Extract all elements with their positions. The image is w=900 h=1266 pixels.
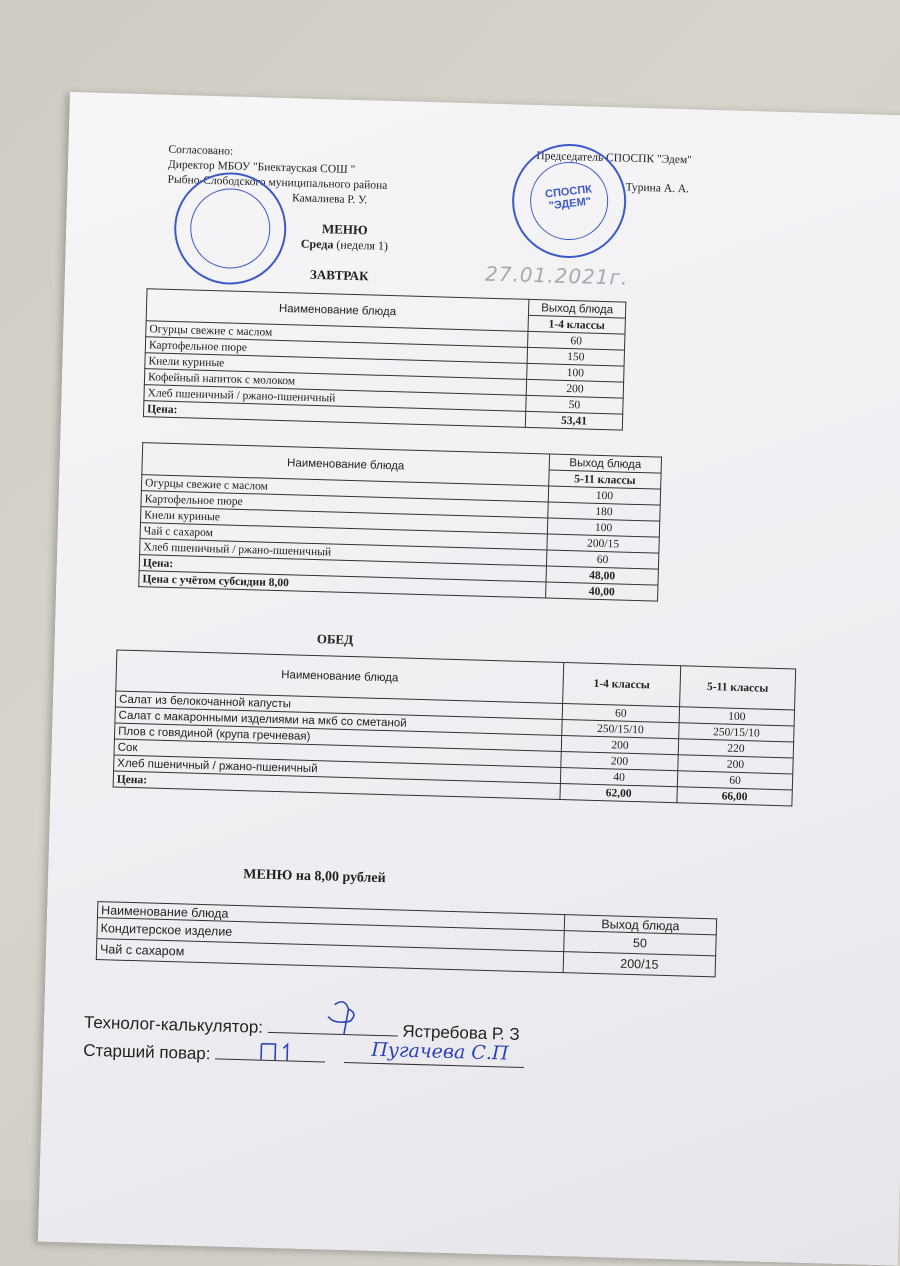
menu8-table xyxy=(96,901,717,977)
col-yield: Выход блюда xyxy=(528,299,625,318)
price-1-4: 62,00 xyxy=(560,783,677,802)
dish-name: Чай с сахаром xyxy=(96,939,563,973)
dish-yield-5-11: 100 xyxy=(679,707,794,726)
dish-name: Картофельное пюре xyxy=(141,491,548,518)
dish-name: Салат с макаронными изделиями на мкб со сметаной xyxy=(115,707,562,735)
lunch-heading: ОБЕД xyxy=(316,631,354,648)
col-class: 1-4 классы xyxy=(528,315,625,334)
dish-yield: 200/15 xyxy=(547,534,659,553)
district-line: Рыбно-Слободского муниципального района xyxy=(167,173,388,192)
subsidy-label: Цена с учётом субсидии 8,00 xyxy=(139,571,546,598)
chair-name: Турина А. А. xyxy=(625,181,690,196)
dish-name: Кнели куриные xyxy=(145,353,527,380)
col-class-5-11: 5-11 классы xyxy=(680,666,796,710)
col-yield: Выход блюда xyxy=(564,915,716,935)
price-5-11: 66,00 xyxy=(677,787,792,806)
dish-name: Картофельное пюре xyxy=(145,337,527,364)
menu8-heading: МЕНЮ на 8,00 рублей xyxy=(243,867,386,887)
dish-name: Кофейный напиток с молоком xyxy=(144,369,526,396)
col-yield: Выход блюда xyxy=(549,454,661,473)
dish-yield: 180 xyxy=(548,502,660,521)
dish-name: Хлеб пшеничный / ржано-пшеничный xyxy=(140,539,547,566)
dish-name: Сок xyxy=(114,739,561,767)
cook-label: Старший повар: xyxy=(82,1040,211,1064)
cook-signature-name: Пугачева С.П xyxy=(371,1038,509,1065)
col-dish-name: Наименование блюда xyxy=(97,902,564,931)
technologist-name: Ястребова Р. З xyxy=(402,1021,521,1044)
breakfast-table-1-4 xyxy=(143,288,626,430)
dish-name: Огурцы свежие с маслом xyxy=(146,321,528,348)
menu-title: МЕНЮ xyxy=(321,221,368,238)
dish-yield-1-4: 60 xyxy=(562,703,679,722)
dish-yield: 200/15 xyxy=(563,952,716,977)
dish-name: Хлеб пшеничный / ржано-пшеничный xyxy=(144,385,526,412)
menu-document xyxy=(38,92,900,1266)
dish-yield-5-11: 200 xyxy=(678,755,793,774)
col-class: 5-11 классы xyxy=(549,470,661,489)
dish-yield: 50 xyxy=(526,395,623,414)
dish-name: Плов с говядиной (крупа гречневая) xyxy=(114,723,561,751)
col-dish-name: Наименование блюда xyxy=(116,650,564,703)
handwritten-date: 27.01.2021г. xyxy=(484,261,629,290)
chair-line: Председатель СПОСПК "Эдем" xyxy=(536,150,693,167)
dish-name: Чай с сахаром xyxy=(140,523,547,550)
dish-yield: 200 xyxy=(526,379,623,398)
stamp-text: СПОСПК "ЭДЕМ" xyxy=(544,183,593,213)
price-label: Цена: xyxy=(139,555,546,582)
dish-yield-1-4: 200 xyxy=(561,751,678,770)
price-value: 53,41 xyxy=(525,411,622,430)
dish-yield: 100 xyxy=(527,363,624,382)
col-dish-name: Наименование блюда xyxy=(142,443,550,486)
subsidy-price: 40,00 xyxy=(546,582,658,601)
dish-yield-5-11: 60 xyxy=(677,771,792,790)
director-line: Директор МБОУ "Биектауская СОШ " xyxy=(167,158,356,176)
dish-yield: 100 xyxy=(548,486,660,505)
dish-yield: 60 xyxy=(528,331,625,350)
cook-signature xyxy=(253,1037,314,1069)
day-label: Среда xyxy=(300,236,334,252)
dish-name: Хлеб пшеничный / ржано-пшеничный xyxy=(114,755,561,783)
dish-name: Салат из белокочанной капусты xyxy=(115,691,562,719)
dish-yield: 50 xyxy=(564,931,717,956)
dish-name: Кнели куриные xyxy=(141,507,548,534)
dish-yield-5-11: 250/15/10 xyxy=(679,723,794,742)
dish-yield-1-4: 250/15/10 xyxy=(562,719,679,738)
dish-name: Кондитерское изделие xyxy=(97,918,564,952)
col-dish-name: Наименование блюда xyxy=(146,289,529,332)
price-label: Цена: xyxy=(143,401,525,428)
breakfast-table-5-11 xyxy=(138,442,662,601)
col-class-1-4: 1-4 классы xyxy=(563,663,681,707)
technologist-signature xyxy=(314,994,375,1046)
breakfast-heading: ЗАВТРАК xyxy=(309,266,369,284)
director-name: Камалиева Р. У. xyxy=(291,192,368,207)
dish-name: Огурцы свежие с маслом xyxy=(141,475,548,502)
price-value: 48,00 xyxy=(546,566,658,585)
lunch-table xyxy=(113,650,797,807)
dish-yield: 100 xyxy=(547,518,659,537)
dish-yield-1-4: 200 xyxy=(561,735,678,754)
dish-yield-5-11: 220 xyxy=(678,739,793,758)
technologist-label: Технолог-калькулятор: xyxy=(83,1012,264,1037)
menu-title-block xyxy=(301,221,389,254)
week-label: (неделя 1) xyxy=(336,237,389,253)
approved-label: Согласовано: xyxy=(168,143,234,158)
price-label: Цена: xyxy=(113,771,560,799)
dish-yield: 60 xyxy=(546,550,658,569)
dish-yield: 150 xyxy=(527,347,624,366)
dish-yield-1-4: 40 xyxy=(560,767,677,786)
